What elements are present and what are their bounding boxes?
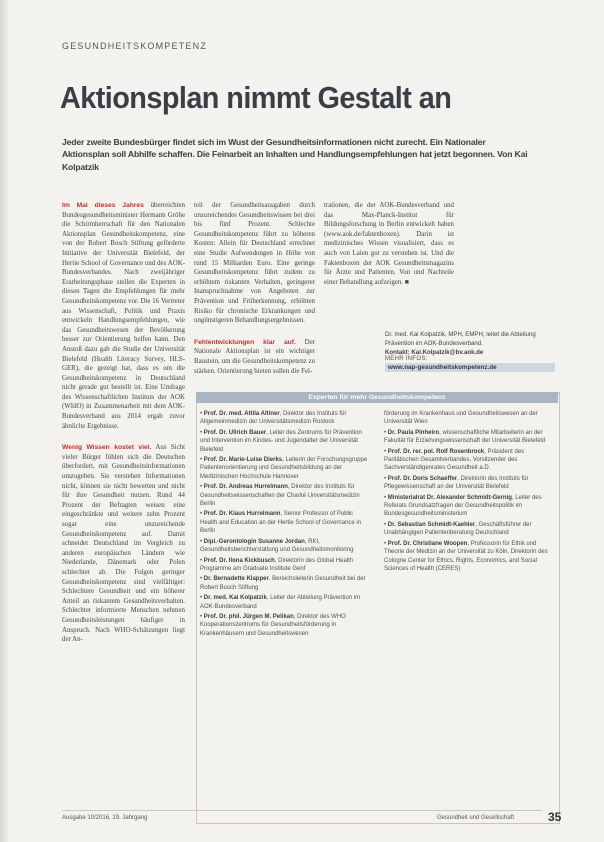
expert-entry <box>200 594 370 611</box>
bullet-icon: • <box>200 511 204 518</box>
expert-description: , Präsident des Paritätischen Gesamtverbandes, Vorsitzender des Sachverständigenrates Gesundheit a.D. <box>384 448 525 472</box>
paragraph-text: trationen, die der AOK-Bundesverband und das Max-Planck-Institut für Bildungsforschung in Berlin entwickelt haben (www.aok.de/faktenboxen). Darin ist medizinisches Wissen visualisiert, dass es auch von Laien gut zu verstehen ist. Und die Faktenboxen der AOK Gesundheitsmagazins für Ärzte und Patienten. Von und Nachteile einer Behandlung aufzeigen. ■ <box>324 202 454 286</box>
expert-description: , Direktor des Instituts für Gesundheitswissenschaften der Charité Universitätsmedizin Berlin <box>200 484 360 508</box>
expert-name: Dr. Paula Pinheiro <box>387 429 440 436</box>
article-headline: Aktionsplan nimmt Gestalt an <box>60 80 452 115</box>
expert-name: Prof. Dr. Marie-Luise Dierks <box>203 457 283 464</box>
bullet-icon: • <box>200 538 204 545</box>
expert-description: , Geschäftsführer der Unabhängigen Patientenberatung Deutschland <box>384 521 532 537</box>
bullet-icon: • <box>200 576 204 583</box>
expert-name: Ministerialrat Dr. Alexander Schmidt-Gernig <box>387 494 512 501</box>
expert-name: Prof. Dr. rer. pol. Rolf Rosenbrock <box>387 448 485 455</box>
expert-description: , Leiter des Referats Grundsatzfragen der Gesundheitspolitik im Bundesgesundheitsministerium <box>384 494 542 518</box>
footer-issue: Ausgabe 10/2016, 19. Jahrgang <box>62 815 148 821</box>
bullet-icon: • <box>384 429 388 436</box>
expert-description: , wissenschaftliche Mitarbeiterin an der Fakultät für Erziehungswissenschaft der Universität Bielefeld <box>384 429 546 445</box>
expert-name: Prof. Dr. med. Attila Altiner <box>203 411 280 417</box>
expert-name: Dipl.-Gerontologin Susanne Jordan <box>203 538 305 545</box>
expert-entry <box>384 475 554 492</box>
expert-entry <box>384 410 554 427</box>
expert-name: Prof. Dr. Christiane Woopen <box>387 540 468 547</box>
author-contact: Kontakt: Kai.Kolpatzik@bv.aok.de <box>385 349 484 356</box>
expert-entry <box>200 613 370 638</box>
expert-entry <box>200 557 370 574</box>
more-info-link[interactable]: www.nap-gesundheitskompetenz.de <box>385 363 555 372</box>
expert-description: , Professorin für Ethik und Theorie der Medizin an der Universität zu Köln, Direktorin des Cologne Center for Ethics, Rights, Economics, and Social Sciences of Health (CERES) <box>384 540 548 572</box>
more-info-box <box>385 356 555 372</box>
bullet-icon: • <box>384 521 388 528</box>
expert-entry <box>200 456 370 481</box>
bullet-icon: • <box>200 595 204 602</box>
paragraph-text: teil der Gesundheitsausgaben durch unzureichendes Gesundheitswissen bei drei bis fünf Prozent. Schlechte Gesundheitskompetenz führt zu höheren Kosten: Allein für Deutschland errechnet eine Studie Aufwendungen in Höhe von rund 15 Milliarden Euro. Eine geringe Gesundheitskompetenz führt zudem zu erhöhtem riskanten Verhalten, geringerer Inanspruchnahme von Angeboten zur Prävention und Früherkennung, erhöhten Risiko für chronische Erkrankungen und ungünstigeren Behandlungsergebnissen. <box>194 202 315 325</box>
section-kicker: GESUNDHEITSKOMPETENZ <box>62 41 208 51</box>
expert-description: , Leiter der Abteilung Prävention im AOK-Bundesverband <box>200 595 361 610</box>
expert-entry <box>200 575 370 592</box>
bullet-icon: • <box>384 448 388 455</box>
subheading: Fehlentwicklungen klar auf. <box>194 338 296 346</box>
footer-magazine: Gesundheit und Gesellschaft <box>437 815 515 821</box>
experts-list-left <box>200 410 370 810</box>
expert-name: Dr. Sebastian Schmidt-Kaehler <box>387 521 476 528</box>
expert-description: , Direktorin des Global Health Programme am Graduate Institute Genf <box>200 557 354 572</box>
article-lead: Jeder zweite Bundesbürger findet sich im Wust der Gesundheitsinformationen nicht zurecht. Ein Nationaler Aktionsplan soll Abhilfe schaffen. Die Feinarbeit an Inhalten und Handlungsempfehlungen hat jetzt begonnen. Von Kai Kolpatzik <box>62 137 528 172</box>
footer-rule <box>62 810 542 811</box>
experts-list-right <box>384 410 554 700</box>
bullet-icon: • <box>384 494 388 501</box>
expert-entry <box>200 429 370 454</box>
expert-name: Dr. med. Kai Kolpatzik <box>203 595 267 602</box>
expert-entry <box>200 538 370 555</box>
expert-entry <box>384 429 554 446</box>
expert-entry <box>200 410 370 427</box>
bullet-icon: • <box>200 457 204 464</box>
expert-description: , Senior Professor of Public Health and Education an der Hertie School of Governance in Berlin <box>200 511 362 535</box>
bullet-icon: • <box>200 429 204 436</box>
paragraph-text: überreichten Bundesgesundheitsminister Hermann Gröhe die Schirmherrschaft für den Nationalen Aktionsplan Gesundheitskompetenz, eine von der Robert Bosch Stiftung geförderte Initiative der Universität Bielefeld, der Hertie School of Governance und des AOK-Bundesverbandes. Nach zweijähriger Erarbeitungsphase stellen die Experten in diesen Tagen die Empfehlungen für mehr Gesundheitskompetenz vor. Die 16 Vertreter aus Wissenschaft, Politik und Praxis entwickeln Handlungsempfehlungen, wie das Gesundheitswesen der Bevölkerung besser zur Orientierung helfen kann. Den Anstoß dazu gab die Studie der Universität Bielefeld (Health Literacy Survey, HLS-GER), die gezeigt hat, dass es um die Gesundheitskompetenz in Deutschland nicht gerade gut bestellt ist. Eine Umfrage des Wissenschaftlichen Instituts der AOK (WIdO) in Zusammenarbeit mit dem AOK-Bundesverband aus 2014 ergab zuvor ähnliche Ergebnisse. <box>62 202 185 430</box>
expert-description: , Bereichsleiterin Gesundheit bei der Robert Bosch Stiftung <box>200 576 366 591</box>
expert-entry <box>200 510 370 535</box>
expert-description: förderung im Krankenhaus und Gesundheitswesen an der Universität Wien <box>384 411 538 426</box>
author-bio: Dr. med. Kai Kolpatzik, MPH, EMPH, leitet die Abteilung Prävention im AOK-Bundesverband. <box>385 331 536 347</box>
paragraph <box>62 201 185 431</box>
bullet-icon: • <box>200 484 204 491</box>
bullet-icon: • <box>200 411 204 417</box>
expert-name: Prof. Dr. Doris Schaeffer <box>387 475 458 482</box>
expert-description: , RKI, Gesundheitsberichterstattung und Gesundheitsmonitoring <box>200 538 354 554</box>
expert-description: , Leiterin der Forschungsgruppe Patientenorientierung und Gesundheitsbildung an der Medizinischen Hochschule Hannover <box>200 457 368 480</box>
expert-description: , Direktor des Instituts für Allgemeinmedizin der Universitätsmedizin Rostock <box>200 411 347 426</box>
paragraph <box>194 338 315 376</box>
expert-description: , Leiter des Zentrums für Prävention und Intervention im Kindes- und Jugendalter der Universität Bielefeld <box>200 429 362 453</box>
expert-name: Prof. Dr. Ullrich Bauer <box>203 429 267 436</box>
expert-description: , Direktorin des Instituts für Pflegewissenschaft an der Universität Bielefeld <box>384 475 529 491</box>
bullet-icon: • <box>384 540 388 547</box>
expert-entry <box>200 483 370 508</box>
page-shadow <box>0 0 10 842</box>
bullet-icon: • <box>200 613 204 620</box>
expert-entry <box>384 521 554 538</box>
paragraph <box>62 443 185 644</box>
experts-box-title: Experten für mehr Gesundheitskompetenz <box>196 392 558 403</box>
page-number: 35 <box>548 810 562 824</box>
expert-entry <box>384 494 554 519</box>
expert-description: , Direktor des WHO Kooperationszentrums für Gesundheitsförderung in Krankenhäusern und Gesundheitswesen <box>200 613 346 637</box>
article-column-3 <box>324 201 454 335</box>
subheading: Im Mai dieses Jahres <box>62 202 144 209</box>
expert-entry <box>384 448 554 473</box>
subheading: Wenig Wissen kostet viel. <box>62 444 152 452</box>
author-info <box>385 330 555 357</box>
expert-name: Prof. Dr. phil. Jürgen M. Pelikan <box>203 613 294 620</box>
paragraph-text: Der Nationale Aktionsplan ist ein wichtiger Baustein, um die Gesundheitskompetenz zu stärken. Orientierung bieten sollen die Fel- <box>194 338 315 375</box>
expert-name: Dr. Bernadette Klapper <box>203 576 269 583</box>
more-info-label: MEHR INFOS: <box>385 356 428 362</box>
expert-name: Prof. Dr. Ilona Kickbusch <box>203 557 275 564</box>
expert-name: Prof. Dr. Klaus Hurrelmann <box>203 511 281 518</box>
expert-name: Prof. Dr. Andreas Hurrelmann <box>203 484 288 491</box>
bullet-icon: • <box>200 557 204 564</box>
expert-entry <box>384 540 554 574</box>
bullet-icon: • <box>384 475 388 482</box>
paragraph-text: Aus Sicht vieler Bürger fühlen sich die Deutschen überfordert, mit Gesundheitsinformationen umzugehen. Sie verstehen Informationen nicht, können sie nicht bewerten und nicht für ihre Gesundheit nutzen. Rund 44 Prozent der Befragten weisen eine eingeschränkte und weitere zehn Prozent sogar eine unzureichende Gesundheitskompetenz auf. Damit schneidet Deutschland im Vergleich zu anderen europäischen Ländern wie Niederlande, Dänemark oder Polen schlechter ab. Die Folgen geringer Gesundheitskompetenz sind vielfältiger: Schlechtere Gesundheit und ein höherer Anteil an riskantem Gesundheitsverhalten. Schlechter informierte Menschen nehmen Gesundheitsleistungen häufiger in Anspruch. Nach WHO-Schätzungen liegt der An- <box>62 444 185 644</box>
article-column-1 <box>62 201 185 799</box>
